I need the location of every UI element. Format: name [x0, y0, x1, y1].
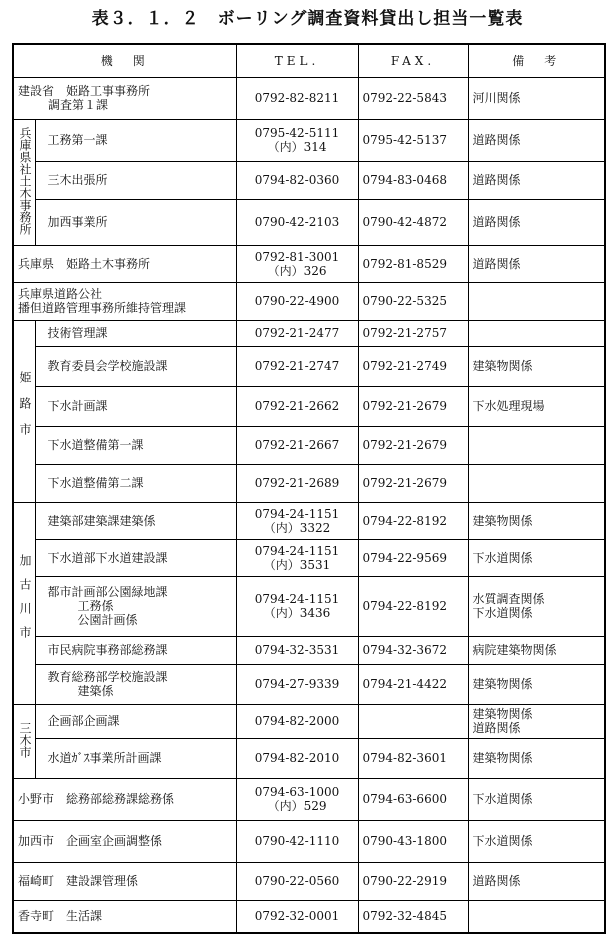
fax-cell: 0792-22-5843 [358, 77, 468, 119]
note-cell [468, 502, 605, 539]
org-line: 水道ｶﾞｽ事業所計画課 [47, 751, 162, 765]
header-row [13, 44, 605, 77]
org-cell [13, 820, 236, 862]
org-cell [35, 738, 236, 778]
org-cell [35, 386, 236, 426]
group-label-kakogawa [13, 502, 35, 704]
note-line: 建築物関係 [472, 677, 533, 691]
org-cell [13, 77, 236, 119]
group-label-himeji [13, 320, 35, 502]
tel-ext: （内）314 [267, 140, 327, 154]
org-cell [35, 161, 236, 199]
org-cell [13, 245, 236, 282]
table-row [13, 386, 605, 426]
tel-cell [236, 820, 358, 862]
tel-line: 0794-63-1000 [254, 785, 340, 799]
note-cell [468, 426, 605, 464]
note-line: 下水道関係 [472, 606, 533, 620]
tel-line: 0794-32-3531 [254, 643, 340, 657]
tel-cell [236, 862, 358, 900]
note-line: 下水道関係 [472, 834, 533, 848]
note-line: 下水道関係 [472, 792, 533, 806]
note-cell [468, 199, 605, 245]
note-cell [468, 738, 605, 778]
tel-cell [236, 161, 358, 199]
table-row [13, 576, 605, 636]
group-label-miki [13, 704, 35, 778]
tel-line: 0792-82-8211 [254, 91, 340, 105]
note-line: 建築物関係 [472, 513, 533, 528]
org-cell [35, 502, 236, 539]
table-row [13, 320, 605, 346]
fax-cell: 0792-81-8529 [358, 245, 468, 282]
tel-line: 0790-42-1110 [254, 834, 340, 848]
org-line: 小野市 総務部総務課総務係 [18, 792, 175, 806]
table-row [13, 664, 605, 704]
org-cell [35, 320, 236, 346]
tel-cell [236, 704, 358, 738]
fax-cell: 0792-21-2679 [358, 426, 468, 464]
tel-line: 0794-82-0360 [254, 173, 340, 187]
page-title: 表３．１．２ ボーリング調査資料貸出し担当一覧表 [91, 9, 524, 29]
org-line: 建築係 [77, 684, 114, 698]
note-cell [468, 820, 605, 862]
note-line: 道路関係 [472, 133, 521, 147]
note-cell [468, 161, 605, 199]
tel-line: 0794-27-9339 [254, 677, 340, 691]
tel-line: 0792-21-2747 [254, 359, 340, 373]
fax-cell: 0794-22-9569 [358, 539, 468, 576]
note-line: 下水道関係 [472, 550, 533, 565]
tel-cell [236, 576, 358, 636]
group-label-hyogo-shako [13, 119, 35, 245]
tel-line: 0794-24-1151 [254, 506, 340, 521]
tel-cell [236, 77, 358, 119]
group-char: 加古川市 [18, 553, 32, 650]
header-tel: TEL. [236, 44, 358, 77]
org-line: 建設省 姫路工事事務所 [18, 84, 151, 98]
fax-cell: 0795-42-5137 [358, 119, 468, 161]
tel-line: 0790-42-2103 [254, 215, 340, 229]
fax-cell: 0790-22-2919 [358, 862, 468, 900]
table-row [13, 199, 605, 245]
org-line: 兵庫県 姫路土木事務所 [18, 256, 151, 271]
tel-cell [236, 502, 358, 539]
fax-cell: 0790-42-4872 [358, 199, 468, 245]
org-cell [35, 636, 236, 664]
fax-cell: 0794-82-3601 [358, 738, 468, 778]
org-cell [35, 119, 236, 161]
tel-line: 0795-42-5111 [254, 126, 340, 140]
org-line: 下水道整備第一課 [47, 438, 144, 452]
note-line: 道路関係 [472, 173, 521, 187]
table-row [13, 862, 605, 900]
tel-line: 0790-22-0560 [254, 874, 340, 888]
tel-line: 0790-22-4900 [254, 294, 340, 308]
note-cell [468, 282, 605, 320]
org-line: 加西市 企画室企画調整係 [18, 834, 163, 848]
org-line: 企画部企画課 [47, 714, 120, 728]
note-cell [468, 778, 605, 820]
tel-ext: （内）529 [267, 799, 327, 813]
fax-cell: 0794-22-8192 [358, 576, 468, 636]
note-line: 建築物関係 [472, 751, 533, 765]
tel-cell [236, 539, 358, 576]
org-line: 調査第１課 [48, 98, 109, 112]
org-line: 福崎町 建設課管理係 [18, 874, 139, 888]
tel-ext: （内）3436 [263, 606, 331, 620]
note-line: 道路関係 [472, 721, 521, 735]
org-line: 市民病院事務部総務課 [47, 643, 168, 657]
fax-cell: 0794-63-6600 [358, 778, 468, 820]
note-line: 建築物関係 [472, 707, 533, 721]
org-cell [35, 664, 236, 704]
org-line: 加西事業所 [47, 215, 108, 229]
fax-cell: 0794-21-4422 [358, 664, 468, 704]
group-char: 姫路市 [18, 370, 32, 449]
note-cell [468, 576, 605, 636]
note-cell [468, 320, 605, 346]
header-note: 備 考 [468, 44, 605, 77]
tel-line: 0792-21-2662 [254, 399, 340, 413]
table-row [13, 636, 605, 664]
group-char: 三木市 [18, 721, 32, 758]
org-line: 兵庫県道路公社 [18, 287, 103, 301]
tel-line: 0792-21-2667 [254, 438, 340, 452]
org-line: 下水計画課 [47, 399, 108, 413]
org-line: 工務係 [77, 599, 114, 613]
table-row [13, 778, 605, 820]
tel-line: 0794-82-2010 [254, 751, 340, 765]
org-line: 技術管理課 [47, 326, 108, 340]
org-cell [35, 464, 236, 502]
header-fax: FAX. [358, 44, 468, 77]
fax-cell: 0792-21-2679 [358, 464, 468, 502]
fax-cell: 0794-32-3672 [358, 636, 468, 664]
tel-cell [236, 464, 358, 502]
org-cell [35, 426, 236, 464]
tel-cell [236, 282, 358, 320]
note-line: 下水処理現場 [472, 399, 545, 413]
org-line: 播但道路管理事務所維持管理課 [18, 301, 187, 315]
note-cell [468, 862, 605, 900]
note-cell [468, 346, 605, 386]
org-line: 三木出張所 [47, 173, 108, 187]
tel-cell [236, 245, 358, 282]
tel-cell [236, 386, 358, 426]
org-cell [35, 704, 236, 738]
fax-cell: 0792-32-4845 [358, 900, 468, 933]
table-row [13, 426, 605, 464]
note-line: 道路関係 [472, 256, 521, 271]
table-row [13, 704, 605, 738]
org-cell [35, 576, 236, 636]
table-row [13, 119, 605, 161]
group-char: 兵庫県社土木事務所 [18, 126, 32, 235]
note-cell [468, 900, 605, 933]
org-line: 下水道部下水道建設課 [47, 550, 168, 565]
tel-cell [236, 664, 358, 704]
tel-line: 0792-21-2477 [254, 326, 340, 340]
org-line: 公園計画係 [77, 613, 138, 627]
header-org: 機 関 [13, 44, 236, 77]
org-cell [13, 900, 236, 933]
note-cell [468, 245, 605, 282]
org-line: 教育総務部学校施設課 [47, 670, 168, 684]
table-row [13, 900, 605, 933]
table-row [13, 539, 605, 576]
org-line: 都市計画部公園緑地課 [47, 585, 168, 599]
tel-line: 0792-81-3001 [254, 249, 340, 264]
note-line: 道路関係 [472, 215, 521, 229]
tel-cell [236, 738, 358, 778]
tel-cell [236, 778, 358, 820]
table-row [13, 245, 605, 282]
table-row [13, 502, 605, 539]
fax-cell: 0794-22-8192 [358, 502, 468, 539]
tel-line: 0794-24-1151 [254, 543, 340, 558]
note-cell [468, 539, 605, 576]
note-line: 河川関係 [472, 91, 521, 105]
tel-cell [236, 636, 358, 664]
note-cell [468, 704, 605, 738]
org-line: 教育委員会学校施設課 [47, 359, 168, 373]
fax-cell: 0792-21-2757 [358, 320, 468, 346]
note-cell [468, 77, 605, 119]
fax-cell: 0790-43-1800 [358, 820, 468, 862]
org-cell [13, 282, 236, 320]
org-cell [13, 862, 236, 900]
fax-cell: 0792-21-2749 [358, 346, 468, 386]
contact-table [12, 43, 606, 934]
tel-line: 0792-32-0001 [254, 909, 340, 924]
tel-line: 0792-21-2689 [254, 476, 340, 490]
tel-ext: （内）3531 [263, 557, 331, 572]
org-cell [35, 346, 236, 386]
table-row [13, 77, 605, 119]
table-row [13, 282, 605, 320]
fax-cell: 0794-83-0468 [358, 161, 468, 199]
note-cell [468, 119, 605, 161]
tel-cell [236, 346, 358, 386]
table-row [13, 464, 605, 502]
fax-cell [358, 704, 468, 738]
note-line: 水質調査関係 [472, 592, 545, 606]
tel-cell [236, 320, 358, 346]
note-line: 病院建築物関係 [472, 643, 557, 657]
tel-cell [236, 199, 358, 245]
tel-ext: （内）326 [267, 263, 327, 278]
note-line: 道路関係 [472, 874, 521, 888]
note-cell [468, 636, 605, 664]
org-line: 工務第一課 [47, 133, 108, 147]
tel-cell [236, 119, 358, 161]
tel-line: 0794-82-2000 [254, 714, 340, 728]
note-line: 建築物関係 [472, 359, 533, 373]
org-cell [13, 778, 236, 820]
table-row [13, 346, 605, 386]
note-cell [468, 386, 605, 426]
table-row [13, 738, 605, 778]
org-line: 香寺町 生活課 [18, 909, 103, 924]
fax-cell: 0790-22-5325 [358, 282, 468, 320]
tel-ext: （内）3322 [263, 520, 331, 535]
org-line: 下水道整備第二課 [47, 476, 144, 490]
tel-cell [236, 426, 358, 464]
table-row [13, 820, 605, 862]
org-line: 建築部建築課建築係 [47, 513, 156, 528]
org-cell [35, 199, 236, 245]
note-cell [468, 464, 605, 502]
tel-line: 0794-24-1151 [254, 592, 340, 606]
org-cell [35, 539, 236, 576]
table-row [13, 161, 605, 199]
tel-cell [236, 900, 358, 933]
note-cell [468, 664, 605, 704]
fax-cell: 0792-21-2679 [358, 386, 468, 426]
